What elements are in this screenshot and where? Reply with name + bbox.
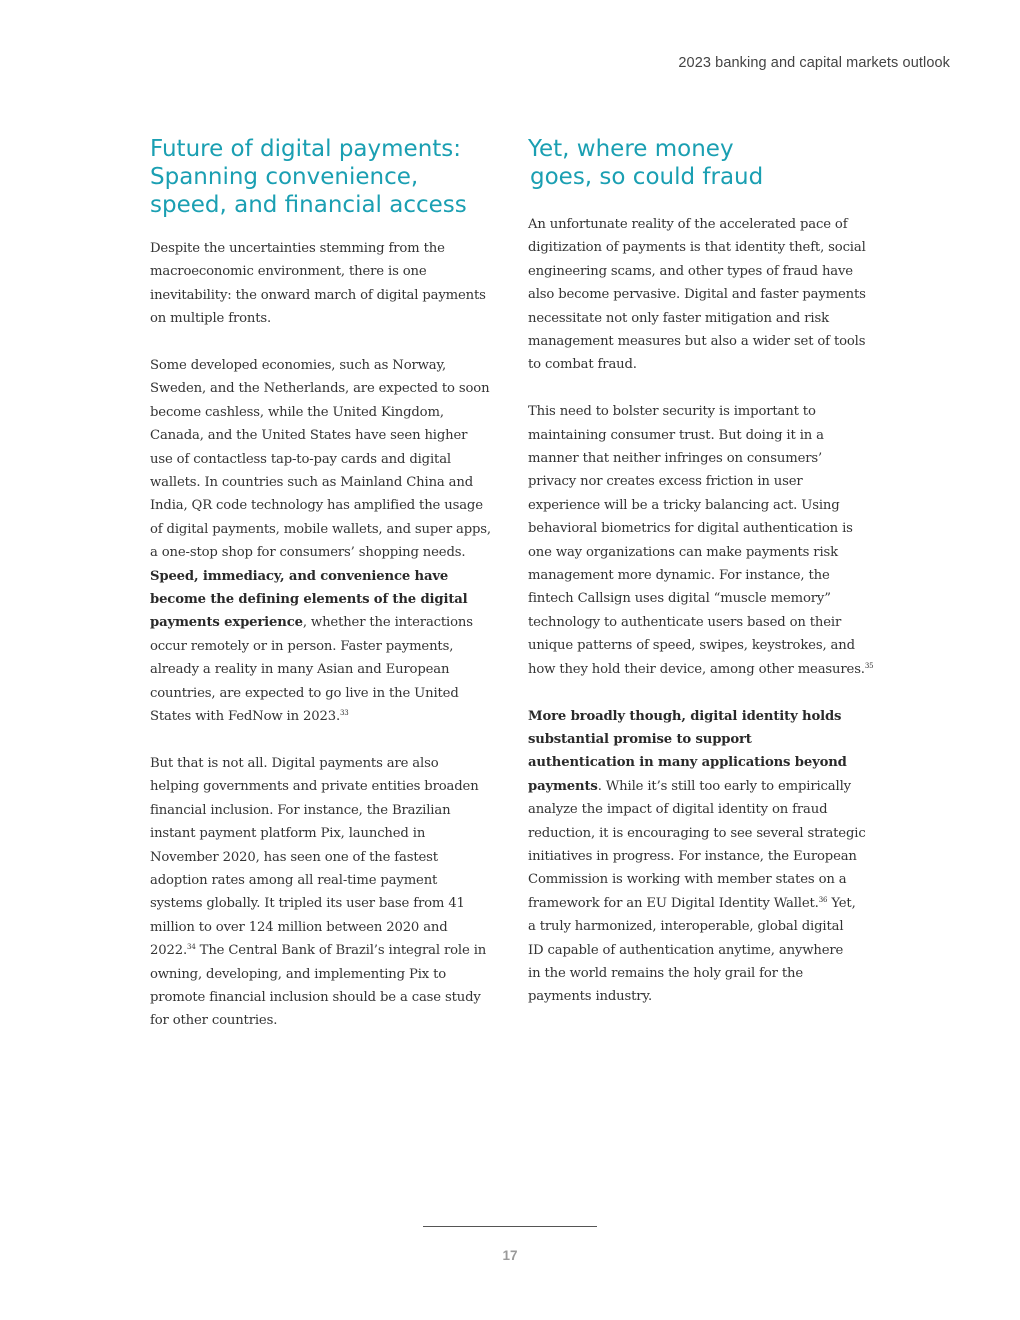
footer-divider: [423, 1226, 597, 1227]
text-line: privacy nor creates excess friction in user: [528, 474, 803, 490]
text-line: wallets. In countries such as Mainland China and: [150, 475, 474, 491]
text-line: [150, 611, 495, 634]
bold-emphasis: More broadly though, digital identity holds: [528, 708, 842, 724]
text-line: [528, 658, 873, 681]
text-line: initiatives in progress. For instance, the European: [528, 848, 857, 864]
text-line: technology to authenticate users based on their: [528, 614, 842, 630]
text-line: digitization of payments is that identity theft, social: [528, 240, 866, 256]
text-line: also become pervasive. Digital and faster payments: [528, 287, 866, 303]
bold-emphasis: Speed, immediacy, and convenience have: [150, 568, 449, 584]
text-line: This need to bolster security is important to: [528, 404, 816, 420]
text-fragment: . While it’s still too early to empirically: [597, 778, 851, 794]
text-line: Despite the uncertainties stemming from the: [150, 241, 445, 256]
text-line: India, QR code technology has amplified the usage: [150, 498, 483, 514]
bold-emphasis: substantial promise to support: [528, 731, 752, 747]
text-line: [150, 705, 495, 728]
bold-emphasis: become the defining elements of the digital: [150, 592, 468, 608]
text-line: use of contactless tap-to-pay cards and digital: [150, 451, 451, 467]
text-fragment: how they hold their device, among other measures.: [528, 661, 865, 677]
heading-line: goes, so could fraud: [530, 164, 764, 190]
text-line: helping governments and private entities broaden: [150, 779, 479, 795]
heading-line: speed, and financial access: [150, 192, 467, 218]
text-line: [150, 939, 495, 962]
heading-line: Future of digital payments:: [150, 136, 462, 162]
text-fragment: , whether the interactions: [302, 615, 473, 631]
text-line: An unfortunate reality of the accelerated pace of: [528, 217, 848, 232]
text-line: fintech Callsign uses digital “muscle memory”: [528, 591, 831, 607]
text-line: [528, 751, 873, 774]
text-line: [150, 565, 495, 588]
text-line: reduction, it is encouraging to see several strategic: [528, 825, 866, 841]
text-line: necessitate not only faster mitigation and risk: [528, 310, 829, 326]
text-line: payments industry.: [528, 989, 653, 1005]
paragraph-financial-inclusion: [150, 752, 495, 1033]
footnote-ref-33[interactable]: 33: [340, 709, 349, 718]
heading-line: Yet, where money: [528, 136, 734, 162]
text-line: [528, 728, 873, 751]
text-line: for other countries.: [150, 1013, 278, 1029]
text-fragment: 2022.: [150, 943, 188, 959]
page-number: 17: [502, 1248, 518, 1263]
text-line: But that is not all. Digital payments are also: [150, 755, 439, 771]
text-line: of digital payments, mobile wallets, and super apps,: [150, 521, 491, 537]
text-line: behavioral biometrics for digital authentication is: [528, 521, 853, 537]
text-line: in the world remains the holy grail for the: [528, 965, 804, 981]
text-line: engineering scams, and other types of fraud have: [528, 263, 853, 279]
text-line: become cashless, while the United Kingdom,: [150, 404, 444, 420]
text-line: [528, 775, 873, 798]
paragraph-security-trust: [528, 400, 873, 681]
text-line: owning, developing, and implementing Pix to: [150, 966, 447, 982]
text-line: financial inclusion. For instance, the Brazilian: [150, 802, 451, 818]
text-line: ID capable of authentication anytime, anywhere: [528, 942, 844, 958]
text-line: maintaining consumer trust. But doing it in a: [528, 427, 824, 443]
text-line: adoption rates among all real-time payment: [150, 872, 438, 888]
text-line: experience will be a tricky balancing act. Using: [528, 497, 840, 513]
text-fragment: Yet,: [827, 895, 856, 911]
text-line: to combat fraud.: [528, 357, 637, 373]
text-line: on multiple fronts.: [150, 311, 272, 327]
text-line: management measures but also a wider set of tools: [528, 334, 866, 350]
text-line: analyze the impact of digital identity on fraud: [528, 802, 828, 818]
text-line: occur remotely or in person. Faster payments,: [150, 638, 454, 654]
footnote-ref-34[interactable]: 34: [187, 943, 196, 952]
text-fragment: The Central Bank of Brazil’s integral role in: [195, 943, 487, 959]
text-line: systems globally. It tripled its user base from 41: [150, 896, 465, 912]
text-line: unique patterns of speed, swipes, keystrokes, and: [528, 638, 855, 654]
bold-emphasis: payments experience: [150, 615, 303, 631]
paragraph-digital-identity: [528, 705, 873, 1009]
text-line: one way organizations can make payments risk: [528, 544, 838, 560]
heading-line: Spanning convenience,: [150, 164, 419, 190]
section-heading-digital-payments: [150, 135, 495, 219]
text-line: a truly harmonized, interoperable, global digital: [528, 919, 844, 935]
footnote-ref-35[interactable]: 35: [864, 661, 874, 670]
text-line: macroeconomic environment, there is one: [150, 264, 427, 280]
text-line: promote financial inclusion should be a case study: [150, 989, 481, 1005]
paragraph-fraud-reality: [528, 213, 873, 377]
bold-emphasis: authentication in many applications beyond: [528, 755, 847, 771]
paragraph-developed-economies: [150, 354, 495, 729]
text-line: already a reality in many Asian and European: [150, 662, 450, 678]
text-line: inevitability: the onward march of digital payments: [150, 287, 486, 303]
text-fragment: States with FedNow in 2023.: [150, 709, 340, 725]
text-line: [528, 705, 873, 728]
text-line: management more dynamic. For instance, the: [528, 568, 830, 584]
running-header-title: 2023 banking and capital markets outlook: [678, 55, 950, 71]
text-line: Commission is working with member states on a: [528, 872, 847, 888]
text-line: countries, are expected to go live in the United: [150, 685, 459, 701]
left-column: [150, 135, 495, 1056]
text-line: [150, 588, 495, 611]
right-column: [528, 135, 873, 1032]
text-line: manner that neither infringes on consumers’: [528, 451, 823, 467]
text-line: a one-stop shop for consumers’ shopping needs.: [150, 545, 466, 561]
bold-emphasis: payments: [528, 778, 598, 794]
text-fragment: framework for an EU Digital Identity Wallet.: [528, 895, 819, 911]
paragraph-inevitability: [150, 237, 495, 331]
text-line: Some developed economies, such as Norway,: [150, 358, 447, 374]
text-line: Canada, and the United States have seen higher: [150, 428, 468, 444]
text-line: November 2020, has seen one of the fastest: [150, 849, 438, 865]
text-line: million to over 124 million between 2020 and: [150, 919, 448, 935]
text-line: [528, 892, 873, 915]
section-heading-fraud: [528, 135, 873, 191]
text-line: instant payment platform Pix, launched in: [150, 826, 426, 842]
footnote-ref-36[interactable]: 36: [818, 895, 828, 904]
text-line: Sweden, and the Netherlands, are expected to soon: [150, 381, 490, 397]
